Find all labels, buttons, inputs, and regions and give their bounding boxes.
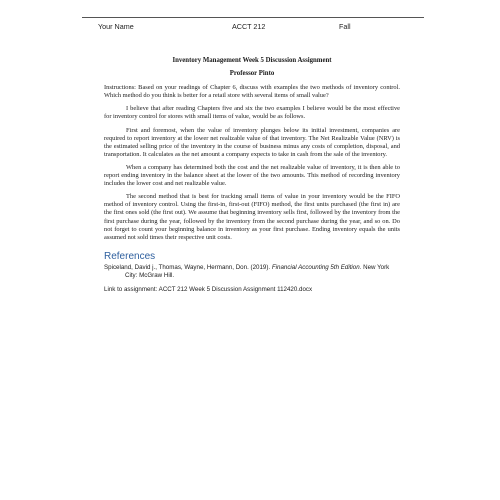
body-paragraph: When a company has determined both the cost and the net realizable value of inventory, it is then able to report ending inventory in the balance sheet at the lower of the two amounts. This method of recording inventory includes the lower cost and net realizable value. bbox=[104, 163, 400, 188]
student-name: Your Name bbox=[98, 22, 134, 31]
body-paragraph: I believe that after reading Chapters five and six the two examples I believe would be the most effective for inventory control for stores with small items of value, would be as follows. bbox=[104, 105, 400, 121]
course-code: ACCT 212 bbox=[232, 22, 266, 31]
term: Fall bbox=[339, 22, 351, 31]
body-paragraph: The second method that is best for tracking small items of value in your inventory would be the FIFO method of inventory control. Using the first-in, first-out (FIFO) method, the first units purchased (the first in) are the first ones sold (the first out). We assume that beginning inventory sells first, followed by the inventory from the first purchase during the year, followed by the inventory from the second purchase during the year, and so on. Do not forget to count your beginning balance in inventory as your first purchase. Ending inventory equals the units assumed not sold times their respective unit costs. bbox=[104, 193, 400, 241]
references-heading: References bbox=[104, 250, 156, 262]
assignment-link-text: Link to assignment: ACCT 212 Week 5 Discussion Assignment 112420.docx bbox=[104, 285, 313, 293]
instructions-paragraph: Instructions: Based on your readings of Chapter 6, discuss with examples the two methods of inventory control. Which method do you think is better for a retail store with several items of small value? bbox=[104, 84, 400, 100]
body-paragraph: First and foremost, when the value of inventory plunges below its initial investment, companies are required to report inventory at the lower net realizable value of that inventory. The Net Realizable Value (NRV) is the estimated selling price of the inventory in the course of business minus any costs of completion, disposal, and transportation. It calculates as the net amount a company expects to take in cash from the sale of the inventory. bbox=[104, 126, 400, 158]
document-body bbox=[104, 57, 400, 294]
header-rule bbox=[82, 17, 424, 18]
reference-entry bbox=[104, 264, 400, 280]
reference-publisher: New York City: McGraw Hill. bbox=[125, 263, 390, 279]
document-title: Inventory Management Week 5 Discussion Assignment bbox=[172, 57, 332, 64]
professor-name: Professor Pinto bbox=[229, 70, 275, 78]
reference-book-title: Financial Accounting 5th Edition. bbox=[271, 263, 362, 271]
page-header bbox=[0, 22, 500, 34]
reference-authors: Spiceland, David j., Thomas, Wayne, Hermann, Don. (2019). bbox=[104, 263, 271, 271]
